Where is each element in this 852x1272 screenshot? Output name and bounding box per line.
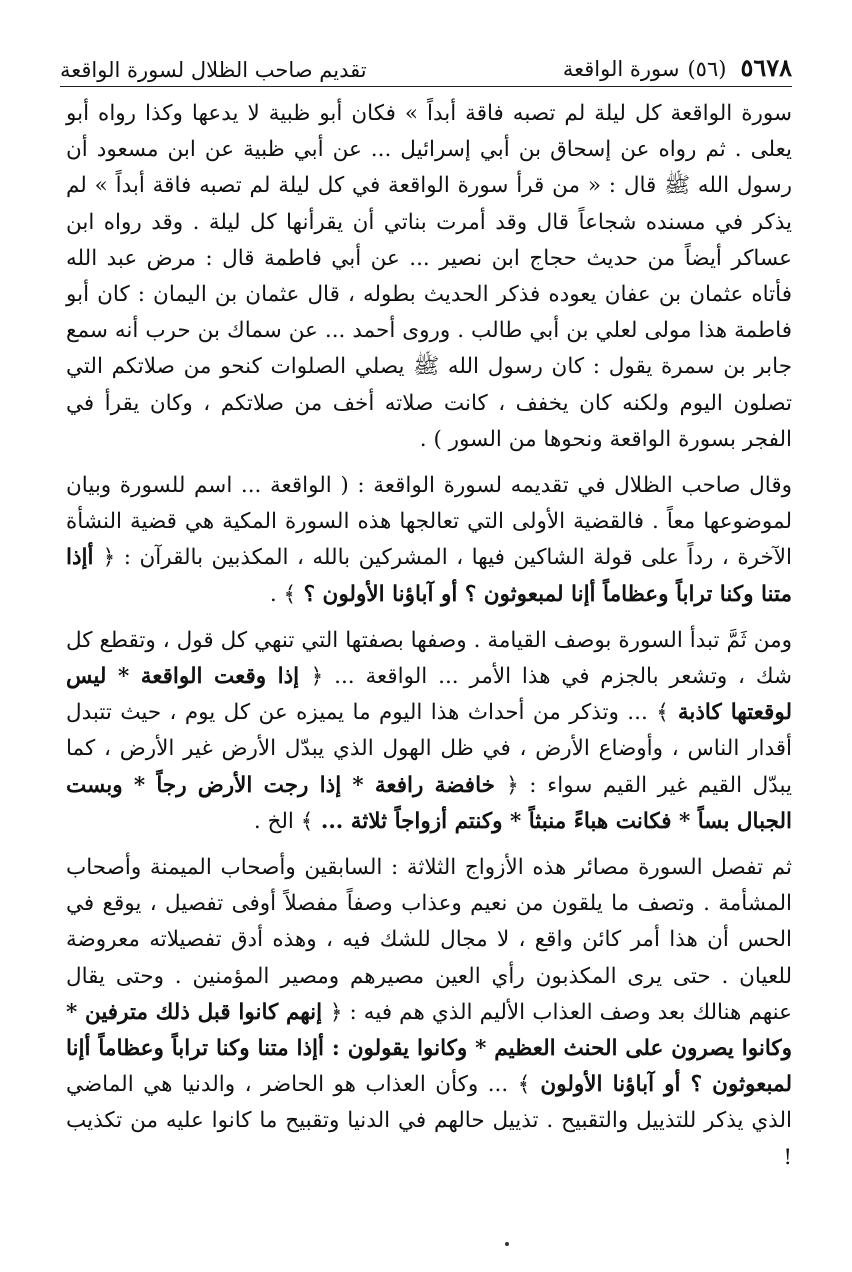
body-text: ومن ثَمَّ تبدأ السورة بوصف القيامة . وصفها بصفتها التي تنهي كل قول ، وتقطع كل شك ، وتشعر بالجزم في هذا الأمر ... الواقعة ... ﴿ [66,627,792,690]
paragraph [66,468,792,613]
page-mark [505,1242,509,1246]
paragraph [66,850,792,1176]
paragraph [66,96,792,458]
surah-label: سورة الواقعة [562,57,680,81]
header-rule [60,86,792,87]
body-text: ﴾ ... وكأن العذاب هو الحاضر ، والدنيا هي الماضي الذي يذكر للتذييل والتقبيح . تذييل حالهم في الدنيا وتقبيح ما كانوا عليه من تكذيب ! [66,1072,792,1170]
running-title: تقديم صاحب الظلال لسورة الواقعة [60,58,367,82]
body-text: ﴾ الخ . [253,808,314,834]
paragraph [66,623,792,840]
quran-verse-text: إذا وقعت الواقعة * ليس لوقعتها كاذبة [66,664,792,726]
quran-verse-text: أإذا متنا وكنا تراباً وعظاماً أإنا لمبعوثون ؟ أو آباؤنا الأولون ؟ [66,545,792,607]
body-text: سورة الواقعة كل ليلة لم تصبه فاقة أبداً » فكان أبو ظبية لا يدعها وكذا رواه أبو يعلى . ثم رواه عن إسحاق بن أبي إسرائيل ... عن أبي ظبية عن ابن مسعود أن رسول الله ﷺ قال : « من قرأ سورة الواقعة في كل ليلة لم تصبه فاقة أبداً » لم يذكر في مسنده شجاعاً قال وقد أمرت بناتي أن يقرأنها كل ليلة . وقد رواه ابن عساكر أيضاً من حديث حجاج ابن نصير ... عن أبي فاطمة قال : مرض عبد الله فأتاه عثمان بن عفان يعوده فذكر الحديث بطوله ، قال عثمان بن اليمان : كان أبو فاطمة هذا مولى لعلي بن أبي طالب . وروى أحمد ... عن سماك بن حرب أنه سمع جابر بن سمرة يقول : كان رسول الله ﷺ يصلي الصلوات كنحو من صلاتكم التي تصلون اليوم ولكنه كان يخفف ، كانت صلاته أخف من صلاتكم ، وكان يقرأ في الفجر بسورة الواقعة ونحوها من السور ) . [66,101,792,452]
page-number: ٥٦٧٨ [740,53,792,82]
quran-verse-text: خافضة رافعة * إذا رجت الأرض رجاً * وبست الجبال بساً * فكانت هباءً منبثاً * وكنتم أزواجاً ثلاثة ... [66,772,792,834]
page-body [66,96,792,1176]
surah-number: (٥٦) [687,57,727,81]
body-text: وقال صاحب الظلال في تقديمه لسورة الواقعة : ( الواقعة ... اسم للسورة وبيان لموضوعها معاً . فالقضية الأولى التي تعالجها هذه السورة المكية هي قضية النشأة الآخرة ، رداً على قولة الشاكين فيها ، المشركين بالله ، المكذبين بالقرآن : ﴿ [66,473,792,571]
body-text: ثم تفصل السورة مصائر هذه الأزواج الثلاثة : السابقين وأصحاب الميمنة وأصحاب المشأمة . وتصف ما يلقون من نعيم وعذاب وصفاً مفصلاً أوفى تفصيل ، يوقع في الحس أن هذا أمر كائن واقع ، لا مجال للشك فيه ، وهذه أدق تفصيلاته معروضة للعيان . حتى يرى المكذبون رأي العين مصيرهم ومصير المؤمنين . وحتى يقال عنهم هنالك بعد وصف العذاب الأليم الذي هم فيه : ﴿ [66,855,792,1025]
quran-verse-text: إنهم كانوا قبل ذلك مترفين * وكانوا يصرون على الحنث العظيم * وكانوا يقولون : أإذا متنا وكنا تراباً وعظاماً أإنا لمبعوثون ؟ أو آباؤنا الأولون [66,999,793,1098]
body-text: ﴾ ... وتذكر من أحداث هذا اليوم ما يميزه عن كل يوم ، حيث تتبدل أقدار الناس ، وأوضاع الأرض ، في ظل الهول الذي يبدّل الأرض غير الأرض ، كما يبدّل القيم غير القيم سواء : ﴿ [66,700,792,798]
body-text: ﴾ . [269,581,297,607]
page-header [60,42,792,82]
header-right [563,53,792,82]
